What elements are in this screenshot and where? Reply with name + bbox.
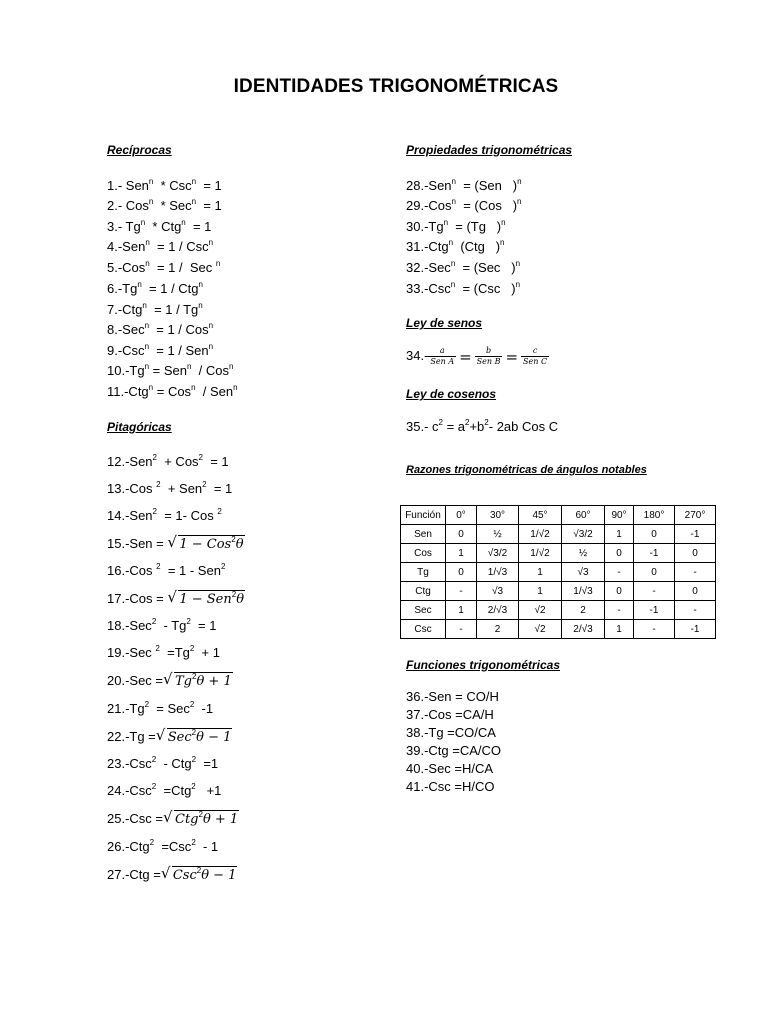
table-cell: ½: [477, 525, 519, 544]
table-header-cell: 60°: [562, 506, 605, 525]
formula-21: [107, 701, 213, 717]
exponent: n: [233, 383, 238, 392]
formula-text: 6.-Tg: [107, 281, 138, 296]
table-header-cell: 30°: [477, 506, 519, 525]
exponent: 2: [149, 838, 155, 847]
table-function-cell: Ctg: [401, 582, 446, 601]
table-cell: √3/2: [562, 525, 605, 544]
formula-12: [107, 454, 229, 470]
heading-propiedades: Propiedades trigonométricas: [406, 143, 573, 157]
formula-23: [107, 756, 218, 772]
exponent: n: [137, 280, 142, 289]
formula-text: 29.-Cos: [406, 198, 452, 213]
exponent: 2: [191, 838, 196, 847]
table-cell: 1: [605, 620, 634, 639]
formula-14: [107, 508, 222, 524]
exponent: n: [145, 238, 150, 247]
table-cell: √3: [477, 582, 519, 601]
table-cell: -: [634, 582, 675, 601]
exponent: n: [198, 301, 203, 310]
formula-text: 19.-Sec: [107, 645, 156, 660]
table-cell: 1/√2: [519, 544, 562, 563]
formula-text: = 1 / Cos: [149, 322, 209, 337]
exponent: 2: [438, 418, 443, 427]
exponent: n: [144, 362, 150, 371]
formula-41: 41.-Csc =H/CO: [406, 779, 495, 794]
table-row: [401, 525, 716, 544]
table-header-cell: 180°: [634, 506, 675, 525]
formula-text: * Csc: [153, 178, 192, 193]
exponent: n: [191, 197, 197, 206]
formula-text: - 2ab Cos C: [488, 419, 559, 434]
formula-text: 21.-Tg: [107, 701, 145, 716]
formula-text: 4.-Sen: [107, 239, 146, 254]
exponent: 2: [155, 644, 160, 653]
table-header-cell: 270°: [675, 506, 716, 525]
formula-1: [107, 178, 222, 194]
exponent: n: [186, 362, 192, 371]
table-cell: -: [446, 582, 477, 601]
formula-18: [107, 618, 217, 634]
formula-27: 27.-Ctg =√ Csc$^2$θ − 1: [107, 867, 237, 884]
exponent: n: [451, 177, 456, 186]
exponent: n: [198, 280, 203, 289]
formula-37: 37.-Cos =CA/H: [406, 707, 494, 722]
table-cell: -: [605, 563, 634, 582]
formula-text: =Csc: [154, 839, 192, 854]
formula-text: 16.-Cos: [107, 563, 157, 578]
exponent: n: [144, 342, 150, 351]
formula-text: 23.-Csc: [107, 756, 152, 771]
table-row: [401, 544, 716, 563]
table-row: [401, 620, 716, 639]
exponent: n: [229, 362, 234, 371]
exponent: 2: [202, 480, 207, 489]
table-cell: 2/√3: [562, 620, 605, 639]
formula-text: + 1: [194, 645, 220, 660]
formula-26: [107, 839, 218, 855]
exponent: 2: [217, 507, 222, 516]
formula-text: 13.-Cos: [107, 481, 157, 496]
exponent: 2: [152, 507, 157, 516]
table-cell: 1: [446, 601, 477, 620]
formula-29: [406, 198, 521, 214]
formula-text: = Sen: [149, 363, 187, 378]
table-cell: -1: [675, 620, 716, 639]
exponent: n: [181, 218, 186, 227]
formula-text: 9.-Csc: [107, 343, 145, 358]
formula-text: - Tg: [156, 618, 187, 633]
formula-24: [107, 783, 221, 799]
exponent: n: [215, 259, 221, 268]
exponent: 2: [151, 617, 157, 626]
table-cell: -1: [634, 544, 675, 563]
table-cell: 0: [634, 525, 675, 544]
table-cell: 2/√3: [477, 601, 519, 620]
exponent: n: [142, 301, 147, 310]
formula-text: = 1: [190, 618, 217, 633]
formula-text: 26.-Ctg: [107, 839, 150, 854]
formula-36: 36.-Sen = CO/H: [406, 689, 499, 704]
formula-5: [107, 260, 220, 276]
exponent: 2: [465, 418, 470, 427]
formula-text: = 1 / Csc: [149, 239, 209, 254]
formula-15: 15.-Sen = √ 1 − Cos$^2$θ: [107, 536, 245, 553]
formula-text: = (Csc ): [455, 281, 516, 296]
table-cell: -: [446, 620, 477, 639]
table-cell: 0: [675, 544, 716, 563]
formula-text: = 1: [206, 481, 233, 496]
table-cell: 1: [519, 582, 562, 601]
formula-text: =Tg: [159, 645, 190, 660]
exponent: n: [515, 280, 521, 289]
formula-text: * Sec: [153, 198, 192, 213]
formula-31: [406, 239, 505, 255]
table-cell: 0: [446, 563, 477, 582]
formula-text: +1: [195, 783, 222, 798]
formula-text: = a: [442, 419, 466, 434]
formula-text: 1.- Sen: [107, 178, 149, 193]
formula-text: 11.-Ctg: [107, 384, 149, 399]
formula-text: + Cos: [157, 454, 199, 469]
formula-text: 10.-Tg: [107, 363, 145, 378]
exponent: 2: [191, 782, 196, 791]
formula-text: = 1 / Ctg: [141, 281, 199, 296]
formula-text: = 1: [196, 198, 222, 213]
formula-text: = (Tg ): [448, 219, 502, 234]
table-function-cell: Csc: [401, 620, 446, 639]
exponent: n: [450, 259, 456, 268]
heading-ley-senos: Ley de senos: [406, 316, 483, 330]
formula-39: 39.-Ctg =CA/CO: [406, 743, 502, 758]
formula-16: [107, 563, 225, 579]
formula-2: [107, 198, 222, 214]
formula-35: [406, 419, 558, 435]
formula-10: [107, 363, 233, 379]
exponent: 2: [189, 700, 195, 709]
table-cell: -1: [634, 601, 675, 620]
formula-8: [107, 322, 213, 338]
table-cell: 1: [519, 563, 562, 582]
table-header-cell: 45°: [519, 506, 562, 525]
formula-33: [406, 281, 520, 297]
table-cell: 1/√2: [519, 525, 562, 544]
formula-text: 5.-Cos: [107, 260, 146, 275]
table-cell: 2: [477, 620, 519, 639]
exponent: n: [448, 238, 454, 247]
formula-text: 18.-Sec: [107, 618, 152, 633]
formula-32: [406, 260, 520, 276]
exponent: n: [208, 321, 214, 330]
exponent: n: [140, 218, 146, 227]
formula-text: =1: [196, 756, 219, 771]
formula-text: 32.-Sec: [406, 260, 451, 275]
exponent: n: [500, 238, 505, 247]
formula-text: 8.-Sec: [107, 322, 145, 337]
formula-text: = 1: [203, 454, 229, 469]
exponent: 2: [151, 755, 157, 764]
formula-text: = 1 / Sec: [149, 260, 216, 275]
table-function-cell: Cos: [401, 544, 446, 563]
table-cell: -1: [675, 525, 716, 544]
formula-text: = (Sec ): [455, 260, 516, 275]
table-cell: √3/2: [477, 544, 519, 563]
exponent: n: [208, 238, 214, 247]
exponent: n: [145, 259, 150, 268]
exponent: n: [451, 197, 456, 206]
formula-text: +b: [469, 419, 485, 434]
table-cell: 0: [605, 544, 634, 563]
formula-38: 38.-Tg =CO/CA: [406, 725, 496, 740]
formula-text: = Cos: [153, 384, 192, 399]
exponent: n: [191, 177, 197, 186]
exponent: n: [148, 177, 154, 186]
table-cell: -: [634, 620, 675, 639]
table-header-cell: Función: [401, 506, 446, 525]
formula-text: = (Cos ): [455, 198, 518, 213]
formula-text: 28.-Sen: [406, 178, 452, 193]
formula-text: 14.-Sen: [107, 508, 153, 523]
formula-text: 12.-Sen: [107, 454, 153, 469]
formula-4: [107, 239, 213, 255]
formula-text: 7.-Ctg: [107, 302, 143, 317]
table-cell: 1/√3: [562, 582, 605, 601]
exponent: 2: [152, 453, 157, 462]
exponent: n: [144, 321, 150, 330]
formula-text: = 1 / Sen: [149, 343, 209, 358]
exponent: 2: [144, 700, 150, 709]
table-header-cell: 90°: [605, 506, 634, 525]
table-row: [401, 582, 716, 601]
exponent: 2: [156, 480, 161, 489]
formula-text: = (Sen ): [456, 178, 518, 193]
formula-19: [107, 645, 220, 661]
table-cell: -: [605, 601, 634, 620]
formula-34: 34.- $\frac{a}{\text{Sen A}}$ = $\frac{b}{\text{Sen B}}$ = $\frac{c}{\text{Sen C}}$: [406, 346, 548, 367]
exponent: n: [517, 177, 522, 186]
exponent: 2: [151, 782, 157, 791]
table-cell: 1: [446, 544, 477, 563]
formula-text: = 1: [185, 219, 212, 234]
heading-funciones: Funciones trigonométricas: [406, 658, 561, 672]
formula-text: 24.-Csc: [107, 783, 152, 798]
table-row: [401, 563, 716, 582]
formula-13: [107, 481, 232, 497]
formula-3: [107, 219, 211, 235]
notable-angles-table: [400, 505, 716, 639]
table-cell: -: [675, 563, 716, 582]
exponent: n: [450, 280, 456, 289]
formula-text: 33.-Csc: [406, 281, 451, 296]
formula-17: 17.-Cos = √ 1 − Sen$^2$θ: [107, 591, 245, 608]
formula-text: 30.-Tg: [406, 219, 444, 234]
table-cell: ½: [562, 544, 605, 563]
exponent: 2: [484, 418, 489, 427]
formula-25: 25.-Csc =√ Ctg$^2$θ + 1: [107, 811, 239, 828]
exponent: n: [515, 259, 521, 268]
formula-7: [107, 302, 203, 318]
heading-reciprocas: Recíprocas: [107, 143, 172, 157]
formula-text: 31.-Ctg: [406, 239, 449, 254]
exponent: n: [517, 197, 522, 206]
formula-text: (Ctg ): [453, 239, 501, 254]
formula-text: =Ctg: [156, 783, 192, 798]
formula-40: 40.-Sec =H/CA: [406, 761, 494, 776]
exponent: 2: [191, 755, 197, 764]
exponent: n: [148, 383, 154, 392]
table-function-cell: Sec: [401, 601, 446, 620]
formula-text: / Cos: [191, 363, 230, 378]
table-row: [401, 601, 716, 620]
formula-6: [107, 281, 203, 297]
exponent: 2: [189, 644, 195, 653]
formula-text: -1: [194, 701, 214, 716]
table-cell: √2: [519, 601, 562, 620]
table-cell: 2: [562, 601, 605, 620]
page-title: IDENTIDADES TRIGONOMÉTRICAS: [233, 76, 559, 97]
formula-28: [406, 178, 522, 194]
exponent: n: [191, 383, 196, 392]
formula-text: - 1: [195, 839, 219, 854]
exponent: n: [443, 218, 449, 227]
table-cell: 1: [605, 525, 634, 544]
table-header-row: [401, 506, 716, 525]
exponent: n: [501, 218, 506, 227]
table-cell: 1/√3: [477, 563, 519, 582]
exponent: 2: [156, 562, 161, 571]
table-function-cell: Sen: [401, 525, 446, 544]
formula-text: = 1: [196, 178, 222, 193]
formula-text: + Sen: [160, 481, 203, 496]
table-cell: √3: [562, 563, 605, 582]
exponent: n: [148, 197, 154, 206]
formula-text: = 1- Cos: [157, 508, 218, 523]
formula-text: 2.- Cos: [107, 198, 149, 213]
formula-text: = 1 - Sen: [160, 563, 221, 578]
formula-text: 35.- c: [406, 419, 439, 434]
table-cell: 0: [605, 582, 634, 601]
formula-text: = Sec: [149, 701, 190, 716]
table-function-cell: Tg: [401, 563, 446, 582]
formula-22: 22.-Tg =√ Sec$^2$θ − 1: [107, 729, 232, 746]
heading-ley-cosenos: Ley de cosenos: [406, 387, 497, 401]
formula-text: = 1 / Tg: [146, 302, 199, 317]
formula-20: 20.-Sec =√ $Tg^2\theta + 1$: [107, 673, 233, 690]
heading-razones: Razones trigonométricas de ángulos notables: [406, 464, 647, 476]
exponent: 2: [186, 617, 191, 626]
exponent: n: [208, 342, 214, 351]
formula-9: [107, 343, 213, 359]
table-header-cell: 0°: [446, 506, 477, 525]
table-cell: -: [675, 601, 716, 620]
formula-text: * Ctg: [145, 219, 182, 234]
table-cell: 0: [675, 582, 716, 601]
formula-30: [406, 219, 506, 235]
formula-text: - Ctg: [156, 756, 192, 771]
table-cell: √2: [519, 620, 562, 639]
table-cell: 0: [446, 525, 477, 544]
formula-text: / Sen: [195, 384, 234, 399]
table-cell: 0: [634, 563, 675, 582]
exponent: 2: [198, 453, 203, 462]
exponent: 2: [220, 562, 226, 571]
formula-text: 3.- Tg: [107, 219, 141, 234]
formula-11: [107, 384, 238, 400]
heading-pitagoricas: Pitagóricas: [107, 420, 172, 434]
